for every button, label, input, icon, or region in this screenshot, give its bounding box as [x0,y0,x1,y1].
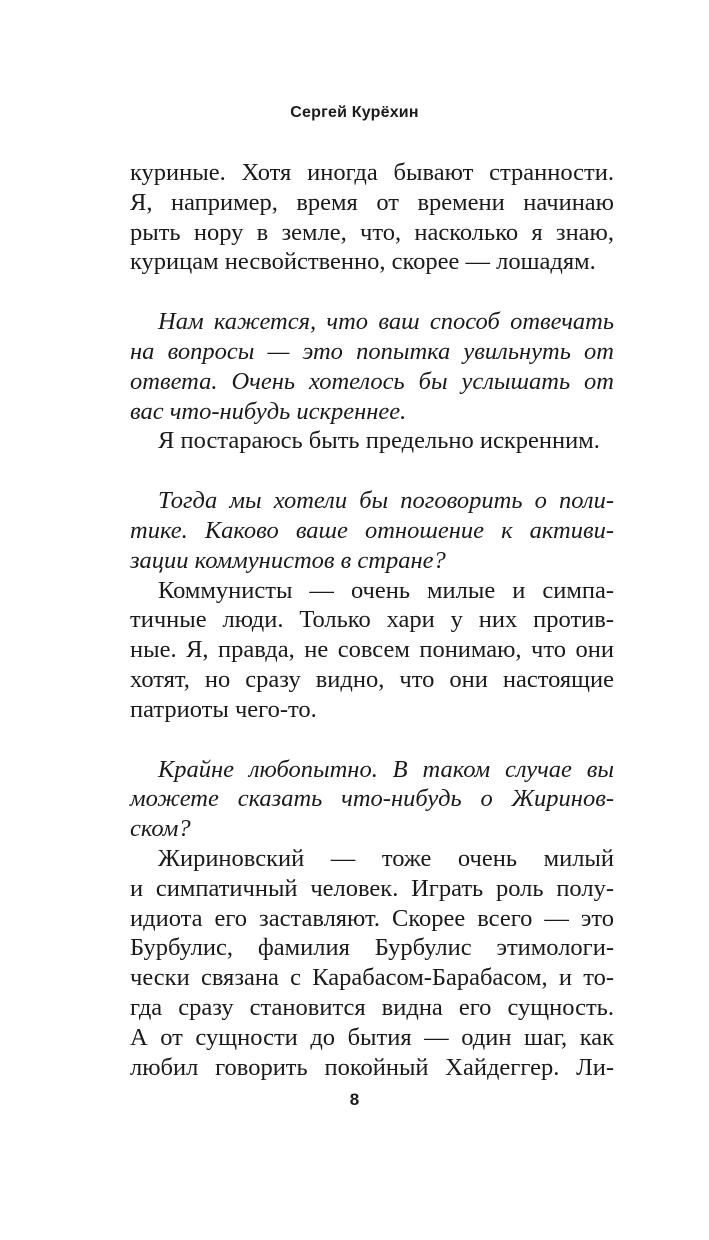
text-line: зации коммунистов в стране? [130,546,446,574]
text-line: тике. Каково ваше отношение к активи- [130,516,614,544]
text-line: чески связана с Карабасом-Барабасом, и то- [130,964,614,992]
body-text [130,158,614,1082]
paragraph-gap [130,456,614,486]
text-line: гда сразу становится видна его сущность. [130,993,614,1021]
text-line: А от сущности до бытия — один шаг, как [130,1023,614,1051]
text-line: Нам кажется, что ваш способ отвечать [158,308,614,336]
text-line: вас что-нибудь искреннее. [130,397,407,425]
text-line: курицам несвойственно, скорее — лошадям. [130,248,596,276]
text-line: Бурбулис, фамилия Бурбулис этимологи- [130,934,614,962]
text-line: Тогда мы хотели бы поговорить о поли- [158,487,614,515]
text-line: хотят, но сразу видно, что они настоящие [130,665,614,693]
text-line: ском? [130,815,191,843]
page-number: 8 [349,1090,360,1109]
running-head: Сергей Курёхин [290,104,419,121]
text-line: рыть нору в земле, что, насколько я знаю, [130,218,614,246]
text-line: Жириновский — тоже очень милый [158,844,614,872]
paragraph-answer [130,844,614,1082]
paragraph-question [130,486,614,575]
text-line: любил говорить покойный Хайдеггер. Ли- [130,1053,614,1081]
text-line: Я, например, время от времени начинаю [130,188,614,216]
text-line: Крайне любопытно. В таком случае вы [158,755,614,783]
text-line: патриоты чего-то. [130,695,317,723]
text-line: куриные. Хотя иногда бывают странности. [130,159,614,186]
paragraph-answer [130,576,614,725]
text-line: можете сказать что-нибудь о Жиринов- [130,785,614,813]
text-line: Я постараюсь быть предельно искренним. [158,427,600,455]
paragraph-question [130,307,614,426]
paragraph-gap [130,277,614,307]
text-line: на вопросы — это попытка увильнуть от [130,337,614,365]
paragraph-answer [130,426,614,456]
paragraph-gap [130,725,614,755]
text-line: и симпатичный человек. Играть роль полу- [130,874,614,902]
paragraph-answer-continued [130,158,614,277]
text-line: ответа. Очень хотелось бы услышать от [130,367,614,395]
text-line: идиота его заставляют. Скорее всего — это [130,904,614,932]
paragraph-question [130,755,614,844]
text-line: Коммунисты — очень милые и симпа- [158,576,614,604]
text-line: тичные люди. Только хари у них против- [130,606,614,634]
text-line: ные. Я, правда, не совсем понимаю, что они [130,636,614,664]
